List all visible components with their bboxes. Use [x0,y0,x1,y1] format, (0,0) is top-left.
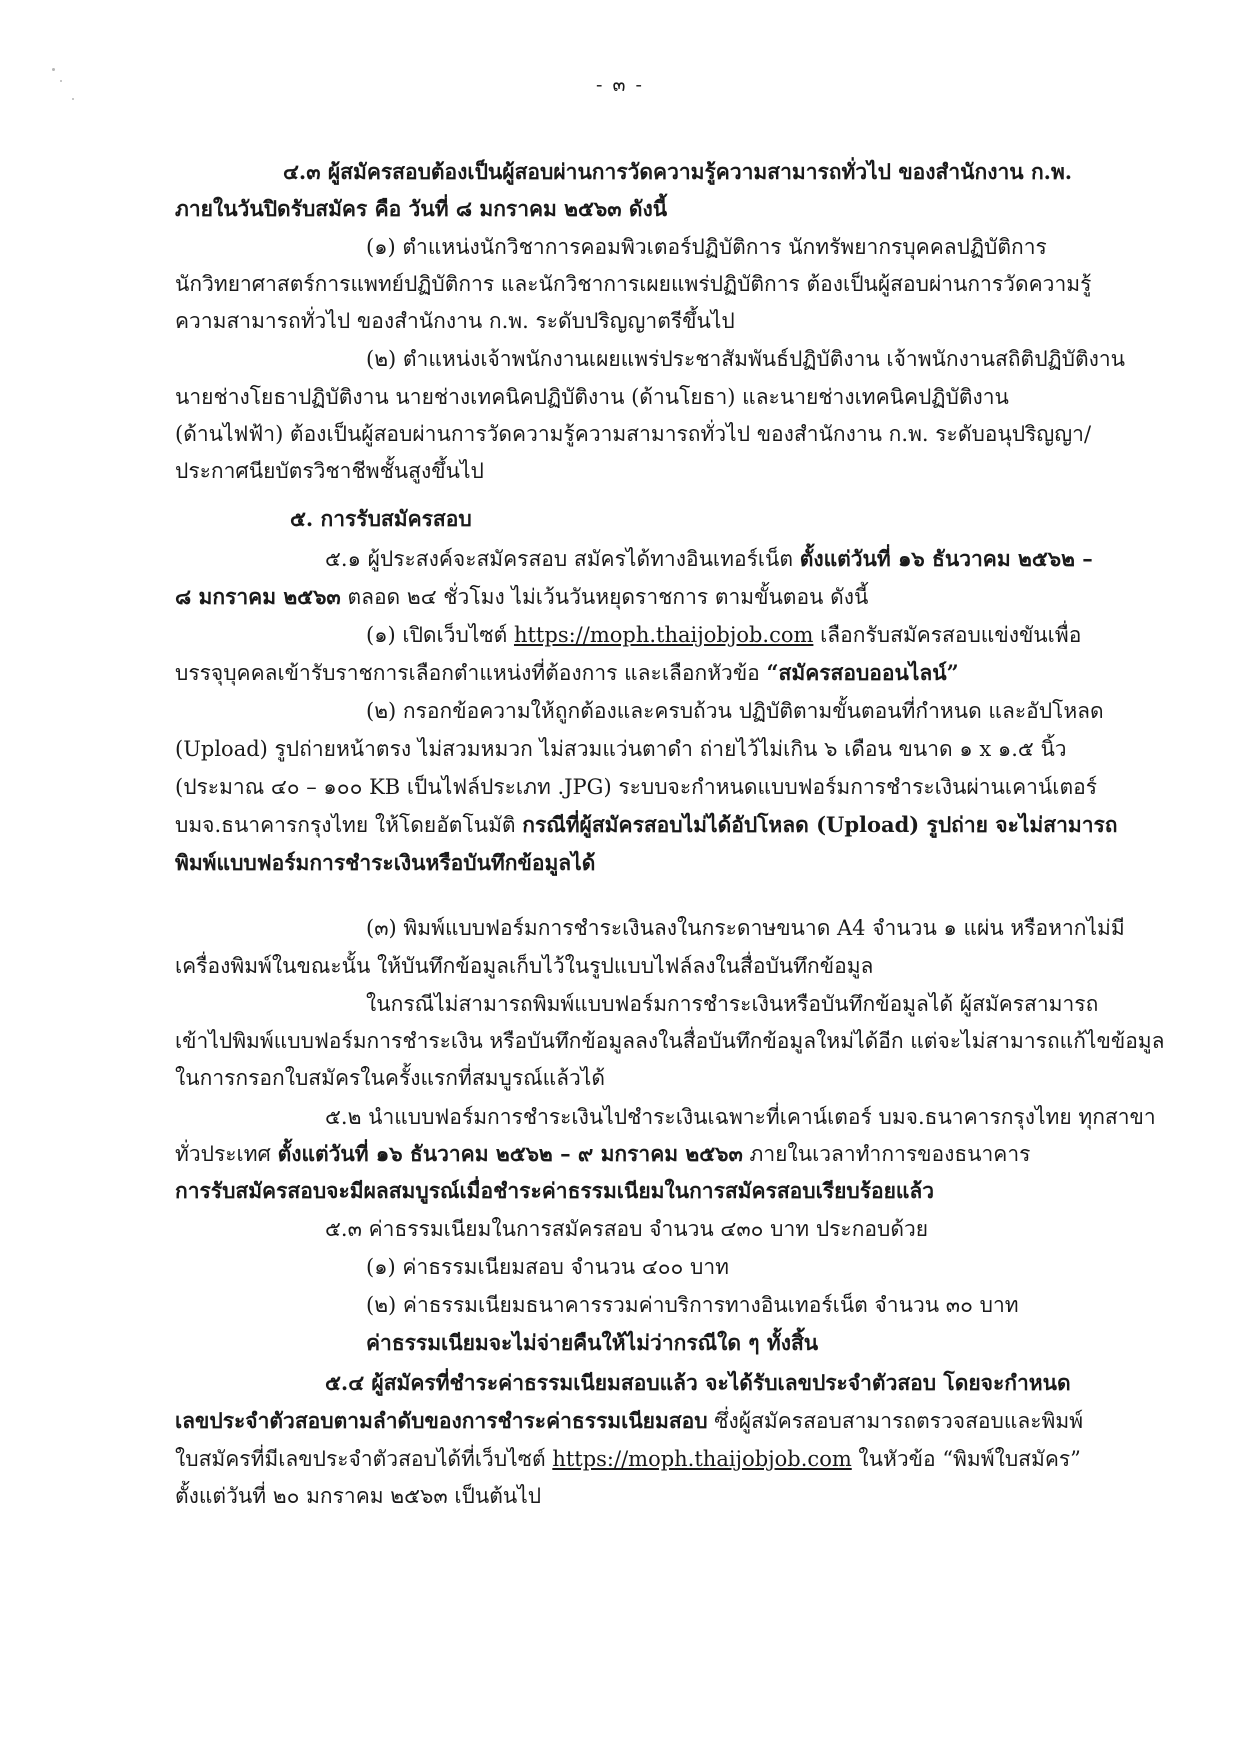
section-5-4-line-1: ๕.๔ ผู้สมัครที่ชำระค่าธรรมเนียมสอบแล้ว จะได้รับเลขประจำตัวสอบ โดยจะกำหนด [325,1370,1071,1395]
section-5-2-text-2: ภายในเวลาทำการของธนาคาร [742,1142,1031,1166]
step-1-text: (๑) เปิดเว็บไซต์ [366,623,514,647]
fee-item-2: (๒) ค่าธรรมเนียมธนาคารรวมค่าบริการทางอินเทอร์เน็ต จำนวน ๓๐ บาท [366,1293,1019,1317]
section-5-4-text-3: ในหัวข้อ “พิมพ์ใบสมัคร” [851,1447,1081,1471]
section-5-4-bold-text: เลขประจำตัวสอบตามลำดับของการชำระค่าธรรมเนียมสอบ [175,1408,708,1433]
section-5-4-line-4: ตั้งแต่วันที่ ๒๐ มกราคม ๒๕๖๓ เป็นต้นไป [175,1484,542,1508]
section-5-2-text: ทั่วประเทศ [175,1142,278,1166]
section-5-4-line-2 [175,1402,1083,1440]
item-2-line-4: ประกาศนียบัตรวิชาชีพชั้นสูงขึ้นไป [175,459,484,483]
step-1-line-1 [366,616,1081,654]
step-3-line-5: ในการกรอกใบสมัครในครั้งแรกที่สมบูรณ์แล้วได้ [175,1066,605,1090]
section-5-2-line-1: ๕.๒ นำแบบฟอร์มการชำระเงินไปชำระเงินเฉพาะที่เคาน์เตอร์ บมจ.ธนาคารกรุงไทย ทุกสาขา [325,1105,1156,1129]
section-5-2-line-3: การรับสมัครสอบจะมีผลสมบูรณ์เมื่อชำระค่าธรรมเนียมในการสมัครสอบเรียบร้อยแล้ว [175,1178,935,1203]
section-5-2-line-2 [175,1135,1030,1173]
section-5-4-text-2: ใบสมัครที่มีเลขประจำตัวสอบได้ที่เว็บไซต์ [175,1447,553,1471]
section-5-3-line-1: ๕.๓ ค่าธรรมเนียมในการสมัครสอบ จำนวน ๔๓๐ บาท ประกอบด้วย [325,1217,929,1241]
step-3-line-1: (๓) พิมพ์แบบฟอร์มการชำระเงินลงในกระดาษขนาด A4 จำนวน ๑ แผ่น หรือหากไม่มี [366,916,1125,940]
section-5-1-text-2: ตลอด ๒๔ ชั่วโมง ไม่เว้นวันหยุดราชการ ตามขั้นตอน ดังนี้ [340,585,869,609]
item-1-line-1: (๑) ตำแหน่งนักวิชาการคอมพิวเตอร์ปฏิบัติการ นักทรัพยากรบุคคลปฏิบัติการ [366,235,1047,259]
step-2-line-2: (Upload) รูปถ่ายหน้าตรง ไม่สวมหมวก ไม่สวมแว่นตาดำ ถ่ายไว้ไม่เกิน ๖ เดือน ขนาด ๑ x ๑.๕ นิ้ว [175,737,1067,761]
page-number: - ๓ - [596,74,644,96]
step-1-line-2 [175,654,959,692]
section-5-1-date-end: ๘ มกราคม ๒๕๖๓ [175,584,341,609]
non-refundable-note: ค่าธรรมเนียมจะไม่จ่ายคืนให้ไม่ว่ากรณีใด ๆ ทั้งสิ้น [366,1330,819,1355]
step-2-text: บมจ.ธนาคารกรุงไทย ให้โดยอัตโนมัติ [175,813,523,837]
section-5-1-line-1 [325,540,1093,578]
section-4-3-line-2: ภายในวันปิดรับสมัคร คือ วันที่ ๘ มกราคม ๒๕๖๓ ดังนี้ [175,196,668,221]
step-3-line-4: เข้าไปพิมพ์แบบฟอร์มการชำระเงิน หรือบันทึกข้อมูลลงในสื่อบันทึกข้อมูลใหม่ได้อีก แต่จะไม่สามารถแก้ไขข้อมูล [175,1029,1165,1053]
step-2-line-3: (ประมาณ ๔๐ – ๑๐๐ KB เป็นไฟล์ประเภท .JPG) ระบบจะกำหนดแบบฟอร์มการชำระเงินผ่านเคาน์เตอร์ [175,775,1097,799]
section-5-1-date-start: ตั้งแต่วันที่ ๑๖ ธันวาคม ๒๕๖๒ – [799,546,1093,571]
step-3-line-2: เครื่องพิมพ์ในขณะนั้น ให้บันทึกข้อมูลเก็บไว้ในรูปแบบไฟล์ลงในสื่อบันทึกข้อมูล [175,954,874,978]
section-5-1-line-2 [175,578,868,616]
item-2-line-2: นายช่างโยธาปฏิบัติงาน นายช่างเทคนิคปฏิบัติงาน (ด้านโยธา) และนายช่างเทคนิคปฏิบัติงาน [175,385,1009,409]
website-link[interactable]: https://moph.thaijobjob.com [513,623,814,647]
step-1-text-3: บรรจุบุคคลเข้ารับราชการเลือกตำแหน่งที่ต้องการ และเลือกหัวข้อ [175,661,767,685]
section-5-2-dates: ตั้งแต่วันที่ ๑๖ ธันวาคม ๒๕๖๒ – ๙ มกราคม ๒๕๖๓ [277,1141,743,1166]
step-2-line-4 [175,806,1118,844]
section-5-heading: ๕. การรับสมัครสอบ [290,506,472,531]
item-1-line-2: นักวิทยาศาสตร์การแพทย์ปฏิบัติการ และนักวิชาการเผยแพร่ปฏิบัติการ ต้องเป็นผู้สอบผ่านการวัดความรู้ [175,272,1092,296]
section-5-4-line-3 [175,1440,1081,1478]
item-2-line-3: (ด้านไฟฟ้า) ต้องเป็นผู้สอบผ่านการวัดความรู้ความสามารถทั่วไป ของสำนักงาน ก.พ. ระดับอนุปริญญา/ [175,422,1092,446]
step-3-line-3: ในกรณีไม่สามารถพิมพ์แบบฟอร์มการชำระเงินหรือบันทึกข้อมูลได้ ผู้สมัครสามารถ [366,992,1099,1016]
section-5-1-text: ๕.๑ ผู้ประสงค์จะสมัครสอบ สมัครได้ทางอินเทอร์เน็ต [325,547,800,571]
step-2-line-1: (๒) กรอกข้อความให้ถูกต้องและครบถ้วน ปฏิบัติตามขั้นตอนที่กำหนด และอัปโหลด [366,699,1104,723]
website-link-2[interactable]: https://moph.thaijobjob.com [552,1447,852,1471]
step-2-warning: กรณีที่ผู้สมัครสอบไม่ได้อัปโหลด (Upload) รูปถ่าย จะไม่สามารถ [522,812,1118,837]
step-1-text-2: เลือกรับสมัครสอบแข่งขันเพื่อ [813,623,1082,647]
fee-item-1: (๑) ค่าธรรมเนียมสอบ จำนวน ๔๐๐ บาท [366,1255,730,1279]
item-1-line-3: ความสามารถทั่วไป ของสำนักงาน ก.พ. ระดับปริญญาตรีขึ้นไป [175,309,735,333]
step-2-line-5: พิมพ์แบบฟอร์มการชำระเงินหรือบันทึกข้อมูลได้ [175,850,596,875]
apply-online-label: “สมัครสอบออนไลน์” [766,660,959,685]
section-4-3-line-1: ๔.๓ ผู้สมัครสอบต้องเป็นผู้สอบผ่านการวัดความรู้ความสามารถทั่วไป ของสำนักงาน ก.พ. [283,159,1073,184]
section-5-4-text: ซึ่งผู้สมัครสอบสามารถตรวจสอบและพิมพ์ [707,1409,1084,1433]
item-2-line-1: (๒) ตำแหน่งเจ้าพนักงานเผยแพร่ประชาสัมพันธ์ปฏิบัติงาน เจ้าพนักงานสถิติปฏิบัติงาน [366,347,1125,371]
